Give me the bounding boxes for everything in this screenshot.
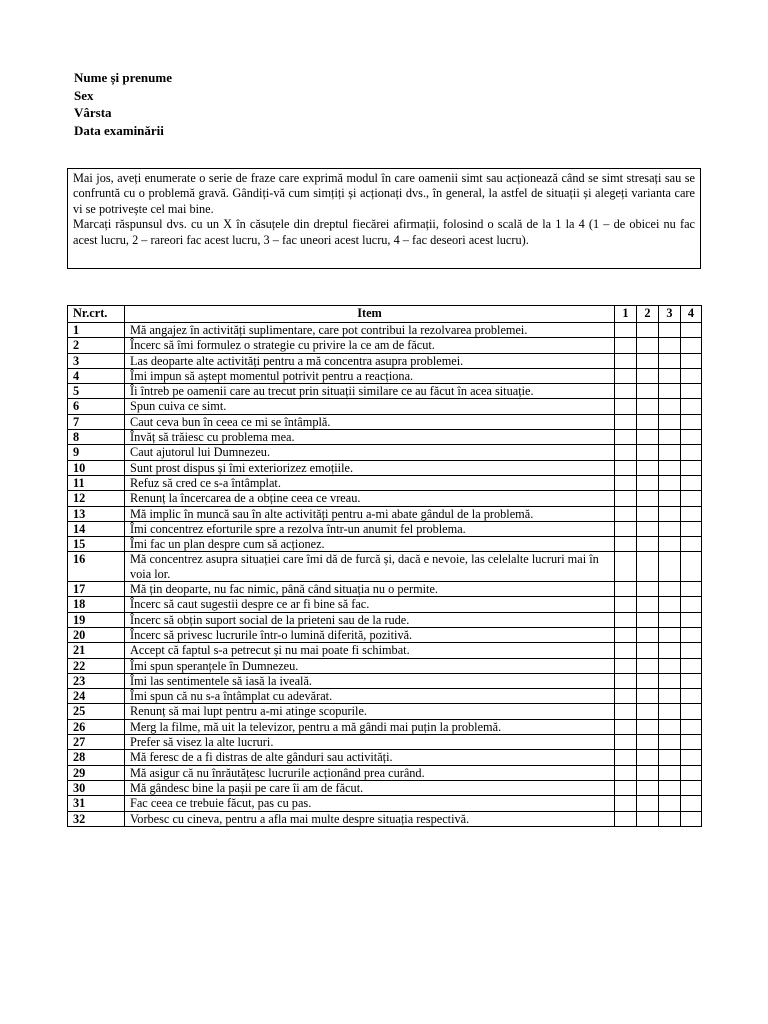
- row-number: 10: [68, 460, 125, 475]
- table-row: [68, 353, 702, 368]
- answer-box-4[interactable]: [681, 399, 702, 414]
- row-number: 25: [68, 704, 125, 719]
- column-header-nr: Nr.crt.: [68, 306, 125, 323]
- answer-box-4[interactable]: [681, 612, 702, 627]
- row-number: 28: [68, 750, 125, 765]
- answer-box-3[interactable]: [659, 704, 681, 719]
- instructions-paragraph: Mai jos, aveți enumerate o serie de fraze care exprimă modul în care oamenii simt sau acționează când se simt stresați sau se confruntă cu o problemă gravă. Gândiți-vă cum simțiți și acționați dvs., în general, la astfel de situații și alegeți varianta care vi se potrivește cel mai bine.: [73, 171, 695, 216]
- answer-box-1[interactable]: [615, 475, 637, 490]
- row-item-text: Renunț să mai lupt pentru a-mi atinge scopurile.: [125, 704, 615, 719]
- table-row: [68, 582, 702, 597]
- row-number: 6: [68, 399, 125, 414]
- exam-date-field-label: Data examinării: [74, 122, 164, 138]
- answer-box-3[interactable]: [659, 368, 681, 383]
- table-row: [68, 460, 702, 475]
- answer-box-2[interactable]: [637, 445, 659, 460]
- instructions-paragraph: Marcați răspunsul dvs. cu un X în căsuțele din dreptul fiecărei afirmații, folosind o scală de la 1 la 4 (1 – de obicei nu fac acest lucru, 2 – rareori fac acest lucru, 3 – fac uneori acest lucru, 4 – fac deseori acest lucru).: [73, 217, 695, 247]
- row-number: 7: [68, 414, 125, 429]
- table-row: [68, 796, 702, 811]
- row-item-text: Mă concentrez asupra situației care îmi dă de furcă și, dacă e nevoie, las celelalte lucruri mai în voia lor.: [125, 552, 615, 582]
- row-item-text: Mă gândesc bine la pașii pe care îi am de făcut.: [125, 780, 615, 795]
- answer-box-2[interactable]: [637, 627, 659, 642]
- row-number: 17: [68, 582, 125, 597]
- answer-box-1[interactable]: [615, 689, 637, 704]
- answer-box-1[interactable]: [615, 430, 637, 445]
- row-item-text: Învăț să trăiesc cu problema mea.: [125, 430, 615, 445]
- row-number: 16: [68, 552, 125, 582]
- answer-box-3[interactable]: [659, 673, 681, 688]
- instructions-box: [67, 168, 701, 269]
- answer-box-1[interactable]: [615, 460, 637, 475]
- answer-box-3[interactable]: [659, 765, 681, 780]
- answer-box-1[interactable]: [615, 414, 637, 429]
- answer-box-2[interactable]: [637, 353, 659, 368]
- answer-box-3[interactable]: [659, 537, 681, 552]
- answer-box-1[interactable]: [615, 658, 637, 673]
- answer-box-4[interactable]: [681, 643, 702, 658]
- answer-box-1[interactable]: [615, 323, 637, 338]
- row-number: 14: [68, 521, 125, 536]
- answer-box-4[interactable]: [681, 521, 702, 536]
- answer-box-4[interactable]: [681, 338, 702, 353]
- row-item-text: Încerc să privesc lucrurile într-o lumină diferită, pozitivă.: [125, 627, 615, 642]
- row-item-text: Îmi spun că nu s-a întâmplat cu adevărat.: [125, 689, 615, 704]
- table-row: [68, 780, 702, 795]
- table-row: [68, 811, 702, 826]
- answer-box-2[interactable]: [637, 414, 659, 429]
- column-header-scale-3: 3: [659, 306, 681, 323]
- answer-box-4[interactable]: [681, 750, 702, 765]
- answer-box-2[interactable]: [637, 597, 659, 612]
- answer-box-3[interactable]: [659, 445, 681, 460]
- answer-box-1[interactable]: [615, 368, 637, 383]
- row-number: 19: [68, 612, 125, 627]
- answer-box-3[interactable]: [659, 414, 681, 429]
- row-item-text: Las deoparte alte activități pentru a mă concentra asupra problemei.: [125, 353, 615, 368]
- answer-box-1[interactable]: [615, 552, 637, 582]
- table-row: [68, 445, 702, 460]
- answer-box-1[interactable]: [615, 673, 637, 688]
- row-item-text: Mă feresc de a fi distras de alte gânduri sau activități.: [125, 750, 615, 765]
- table-row: [68, 704, 702, 719]
- answer-box-1[interactable]: [615, 491, 637, 506]
- table-row: [68, 491, 702, 506]
- answer-box-4[interactable]: [681, 689, 702, 704]
- table-row: [68, 430, 702, 445]
- answer-box-2[interactable]: [637, 658, 659, 673]
- age-field-label: Vârsta: [74, 105, 112, 120]
- answer-box-3[interactable]: [659, 552, 681, 582]
- answer-box-1[interactable]: [615, 780, 637, 795]
- name-field-label: Nume și prenume: [74, 70, 172, 85]
- table-row: [68, 673, 702, 688]
- row-number: 32: [68, 811, 125, 826]
- answer-box-1[interactable]: [615, 811, 637, 826]
- answer-box-3[interactable]: [659, 658, 681, 673]
- row-item-text: Mă angajez în activități suplimentare, care pot contribui la rezolvarea problemei.: [125, 323, 615, 338]
- table-row: [68, 475, 702, 490]
- answer-box-2[interactable]: [637, 491, 659, 506]
- answer-box-3[interactable]: [659, 643, 681, 658]
- row-item-text: Îmi concentrez eforturile spre a rezolva într-un anumit fel problema.: [125, 521, 615, 536]
- row-number: 24: [68, 689, 125, 704]
- answer-box-2[interactable]: [637, 673, 659, 688]
- answer-box-2[interactable]: [637, 323, 659, 338]
- answer-box-2[interactable]: [637, 384, 659, 399]
- table-row: [68, 750, 702, 765]
- answer-box-3[interactable]: [659, 491, 681, 506]
- table-row: [68, 658, 702, 673]
- table-header-row: [68, 306, 702, 323]
- table-row: [68, 627, 702, 642]
- answer-box-3[interactable]: [659, 506, 681, 521]
- answer-box-1[interactable]: [615, 704, 637, 719]
- table-row: [68, 735, 702, 750]
- answer-box-4[interactable]: [681, 384, 702, 399]
- answer-box-1[interactable]: [615, 384, 637, 399]
- row-item-text: Încerc să îmi formulez o strategie cu privire la ce am de făcut.: [125, 338, 615, 353]
- table-row: [68, 597, 702, 612]
- row-number: 31: [68, 796, 125, 811]
- answer-box-2[interactable]: [637, 750, 659, 765]
- row-item-text: Mă asigur că nu înrăutățesc lucrurile acționând prea curând.: [125, 765, 615, 780]
- row-item-text: Mă țin deoparte, nu fac nimic, până când situația nu o permite.: [125, 582, 615, 597]
- answer-box-3[interactable]: [659, 612, 681, 627]
- answer-box-2[interactable]: [637, 612, 659, 627]
- answer-box-3[interactable]: [659, 780, 681, 795]
- row-item-text: Spun cuiva ce simt.: [125, 399, 615, 414]
- answer-box-3[interactable]: [659, 399, 681, 414]
- answer-box-2[interactable]: [637, 338, 659, 353]
- table-row: [68, 506, 702, 521]
- answer-box-4[interactable]: [681, 673, 702, 688]
- answer-box-1[interactable]: [615, 399, 637, 414]
- answer-box-3[interactable]: [659, 719, 681, 734]
- answer-box-4[interactable]: [681, 719, 702, 734]
- row-number: 21: [68, 643, 125, 658]
- answer-box-2[interactable]: [637, 460, 659, 475]
- answer-box-4[interactable]: [681, 627, 702, 642]
- table-row: [68, 552, 702, 582]
- row-number: 4: [68, 368, 125, 383]
- row-number: 2: [68, 338, 125, 353]
- row-item-text: Îi întreb pe oamenii care au trecut prin situații similare ce au făcut în acea situație.: [125, 384, 615, 399]
- row-item-text: Îmi spun speranțele în Dumnezeu.: [125, 658, 615, 673]
- answer-box-4[interactable]: [681, 475, 702, 490]
- row-number: 30: [68, 780, 125, 795]
- row-item-text: Renunț la încercarea de a obține ceea ce vreau.: [125, 491, 615, 506]
- row-item-text: Fac ceea ce trebuie făcut, pas cu pas.: [125, 796, 615, 811]
- answer-box-3[interactable]: [659, 521, 681, 536]
- answer-box-2[interactable]: [637, 399, 659, 414]
- answer-box-4[interactable]: [681, 460, 702, 475]
- answer-box-3[interactable]: [659, 582, 681, 597]
- answer-box-4[interactable]: [681, 658, 702, 673]
- row-item-text: Încerc să caut sugestii despre ce ar fi bine să fac.: [125, 597, 615, 612]
- answer-box-4[interactable]: [681, 353, 702, 368]
- answer-box-2[interactable]: [637, 719, 659, 734]
- row-number: 22: [68, 658, 125, 673]
- column-header-scale-4: 4: [681, 306, 702, 323]
- answer-box-1[interactable]: [615, 521, 637, 536]
- table-row: [68, 414, 702, 429]
- respondent-info-block: [74, 69, 172, 139]
- row-item-text: Caut ceva bun în ceea ce mi se întâmplă.: [125, 414, 615, 429]
- row-item-text: Îmi las sentimentele să iasă la iveală.: [125, 673, 615, 688]
- row-item-text: Merg la filme, mă uit la televizor, pentru a mă gândi mai puțin la problemă.: [125, 719, 615, 734]
- answer-box-1[interactable]: [615, 612, 637, 627]
- table-row: [68, 399, 702, 414]
- answer-box-3[interactable]: [659, 353, 681, 368]
- row-number: 29: [68, 765, 125, 780]
- answer-box-4[interactable]: [681, 506, 702, 521]
- table-row: [68, 521, 702, 536]
- answer-box-2[interactable]: [637, 430, 659, 445]
- answer-box-2[interactable]: [637, 368, 659, 383]
- answer-box-4[interactable]: [681, 582, 702, 597]
- answer-box-4[interactable]: [681, 414, 702, 429]
- row-number: 18: [68, 597, 125, 612]
- answer-box-2[interactable]: [637, 811, 659, 826]
- answer-box-4[interactable]: [681, 597, 702, 612]
- answer-box-4[interactable]: [681, 765, 702, 780]
- answer-box-1[interactable]: [615, 597, 637, 612]
- answer-box-4[interactable]: [681, 780, 702, 795]
- row-item-text: Încerc să obțin suport social de la prieteni sau de la rude.: [125, 612, 615, 627]
- answer-box-1[interactable]: [615, 719, 637, 734]
- answer-box-1[interactable]: [615, 338, 637, 353]
- answer-box-2[interactable]: [637, 704, 659, 719]
- column-header-scale-2: 2: [637, 306, 659, 323]
- answer-box-1[interactable]: [615, 445, 637, 460]
- table-row: [68, 384, 702, 399]
- answer-box-2[interactable]: [637, 521, 659, 536]
- answer-box-3[interactable]: [659, 735, 681, 750]
- answer-box-2[interactable]: [637, 506, 659, 521]
- row-number: 20: [68, 627, 125, 642]
- answer-box-2[interactable]: [637, 552, 659, 582]
- answer-box-2[interactable]: [637, 643, 659, 658]
- row-item-text: Prefer să visez la alte lucruri.: [125, 735, 615, 750]
- answer-box-2[interactable]: [637, 780, 659, 795]
- answer-box-4[interactable]: [681, 796, 702, 811]
- sex-field-label: Sex: [74, 87, 94, 103]
- row-number: 26: [68, 719, 125, 734]
- table-row: [68, 719, 702, 734]
- row-number: 23: [68, 673, 125, 688]
- row-number: 9: [68, 445, 125, 460]
- answer-box-4[interactable]: [681, 704, 702, 719]
- answer-box-3[interactable]: [659, 796, 681, 811]
- row-item-text: Vorbesc cu cineva, pentru a afla mai multe despre situația respectivă.: [125, 811, 615, 826]
- answer-box-3[interactable]: [659, 750, 681, 765]
- answer-box-2[interactable]: [637, 689, 659, 704]
- answer-box-3[interactable]: [659, 475, 681, 490]
- answer-box-4[interactable]: [681, 811, 702, 826]
- questionnaire-table: [67, 305, 702, 827]
- table-row: [68, 765, 702, 780]
- answer-box-3[interactable]: [659, 323, 681, 338]
- answer-box-1[interactable]: [615, 582, 637, 597]
- row-number: 27: [68, 735, 125, 750]
- row-item-text: Îmi fac un plan despre cum să acționez.: [125, 537, 615, 552]
- answer-box-2[interactable]: [637, 582, 659, 597]
- answer-box-2[interactable]: [637, 765, 659, 780]
- answer-box-1[interactable]: [615, 750, 637, 765]
- row-number: 13: [68, 506, 125, 521]
- answer-box-3[interactable]: [659, 430, 681, 445]
- row-number: 15: [68, 537, 125, 552]
- answer-box-4[interactable]: [681, 323, 702, 338]
- answer-box-3[interactable]: [659, 689, 681, 704]
- answer-box-2[interactable]: [637, 537, 659, 552]
- table-row: [68, 368, 702, 383]
- answer-box-2[interactable]: [637, 475, 659, 490]
- table-row: [68, 689, 702, 704]
- answer-box-4[interactable]: [681, 368, 702, 383]
- row-item-text: Mă implic în muncă sau în alte activități pentru a-mi abate gândul de la problemă.: [125, 506, 615, 521]
- answer-box-3[interactable]: [659, 811, 681, 826]
- row-number: 5: [68, 384, 125, 399]
- table-row: [68, 323, 702, 338]
- answer-box-1[interactable]: [615, 506, 637, 521]
- answer-box-1[interactable]: [615, 765, 637, 780]
- answer-box-4[interactable]: [681, 537, 702, 552]
- answer-box-2[interactable]: [637, 735, 659, 750]
- row-number: 1: [68, 323, 125, 338]
- answer-box-4[interactable]: [681, 445, 702, 460]
- answer-box-1[interactable]: [615, 796, 637, 811]
- row-number: 11: [68, 475, 125, 490]
- row-number: 12: [68, 491, 125, 506]
- answer-box-3[interactable]: [659, 460, 681, 475]
- answer-box-4[interactable]: [681, 552, 702, 582]
- column-header-scale-1: 1: [615, 306, 637, 323]
- row-item-text: Refuz să cred ce s-a întâmplat.: [125, 475, 615, 490]
- column-header-item: Item: [125, 306, 615, 323]
- answer-box-3[interactable]: [659, 338, 681, 353]
- row-item-text: Sunt prost dispus și îmi exteriorizez emoțiile.: [125, 460, 615, 475]
- table-row: [68, 338, 702, 353]
- answer-box-4[interactable]: [681, 430, 702, 445]
- answer-box-1[interactable]: [615, 537, 637, 552]
- table-row: [68, 612, 702, 627]
- answer-box-4[interactable]: [681, 491, 702, 506]
- answer-box-3[interactable]: [659, 597, 681, 612]
- answer-box-1[interactable]: [615, 353, 637, 368]
- answer-box-1[interactable]: [615, 643, 637, 658]
- answer-box-4[interactable]: [681, 735, 702, 750]
- row-number: 3: [68, 353, 125, 368]
- row-number: 8: [68, 430, 125, 445]
- answer-box-3[interactable]: [659, 384, 681, 399]
- answer-box-1[interactable]: [615, 735, 637, 750]
- answer-box-2[interactable]: [637, 796, 659, 811]
- row-item-text: Accept că faptul s-a petrecut și nu mai poate fi schimbat.: [125, 643, 615, 658]
- row-item-text: Caut ajutorul lui Dumnezeu.: [125, 445, 615, 460]
- row-item-text: Îmi impun să aștept momentul potrivit pentru a reacționa.: [125, 368, 615, 383]
- table-row: [68, 537, 702, 552]
- answer-box-1[interactable]: [615, 627, 637, 642]
- table-row: [68, 643, 702, 658]
- answer-box-3[interactable]: [659, 627, 681, 642]
